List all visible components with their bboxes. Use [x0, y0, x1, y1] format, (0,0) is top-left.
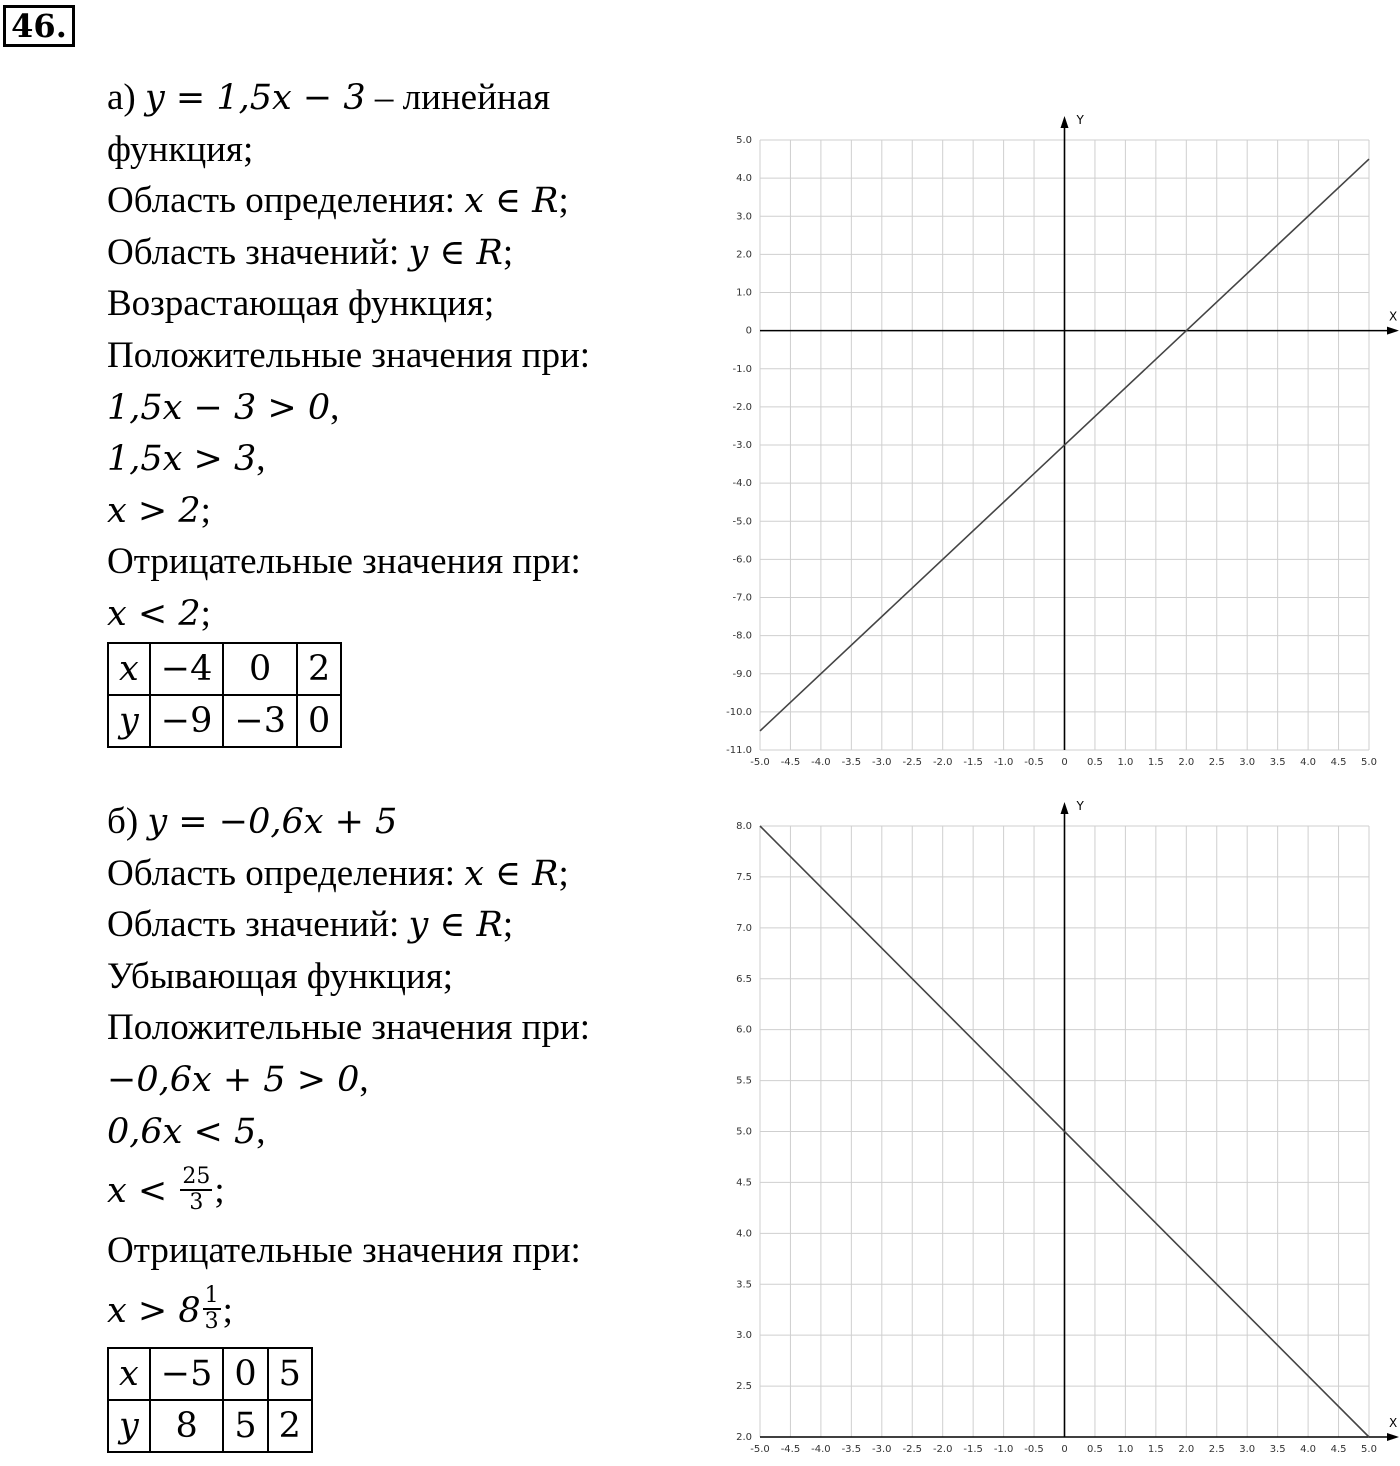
fraction-numerator: 1 — [204, 1283, 219, 1309]
fraction-numerator: 25 — [182, 1163, 211, 1189]
table-cell: 0 — [297, 695, 341, 747]
x-tick-label: -4.5 — [780, 757, 801, 768]
math-expression: 1,5x > 3 — [107, 439, 257, 480]
x-tick-label: 1.5 — [1147, 1444, 1164, 1455]
y-tick-label: 7.0 — [736, 922, 752, 934]
x-tick-label: -1.0 — [993, 757, 1014, 768]
math-expression: y = 1,5x − 3 — [145, 78, 366, 118]
text-run: Область определения: — [107, 180, 465, 222]
table-row — [108, 1400, 312, 1452]
math-expression: y ∈ R — [408, 905, 503, 946]
graph-part-b — [705, 796, 1400, 1466]
x-tick-label: -5.0 — [750, 1444, 770, 1455]
part-a-line — [107, 588, 707, 640]
x-tick-label: 0 — [1061, 1444, 1068, 1455]
table-cell: −9 — [150, 695, 224, 747]
table-header-cell: x — [108, 643, 150, 695]
y-tick-label: 3.0 — [736, 1330, 752, 1342]
part-a-line — [107, 485, 707, 537]
table-header-cell: y — [108, 695, 150, 747]
part-b-line — [107, 1157, 707, 1225]
math-expression: x ∈ R — [464, 181, 559, 222]
y-tick-label: -3.0 — [732, 440, 752, 451]
text-run: Область определения: — [107, 852, 465, 894]
x-tick-label: 4.5 — [1330, 757, 1347, 768]
y-axis-arrow — [1061, 116, 1069, 128]
x-tick-label: -1.0 — [993, 1444, 1014, 1455]
text-run: Отрицательные значения при: — [107, 1230, 581, 1272]
x-tick-label: -3.0 — [872, 1444, 892, 1455]
x-axis-arrow — [1387, 1433, 1399, 1441]
graph-b-svg — [705, 796, 1400, 1466]
table-cell: 5 — [268, 1348, 312, 1400]
part-b-line — [107, 899, 707, 951]
math-expression: x < 2 — [107, 593, 201, 634]
x-tick-label: 3.0 — [1239, 1444, 1256, 1455]
graph-part-a — [705, 108, 1400, 778]
x-tick-label: -0.5 — [1024, 1444, 1044, 1455]
text-run: , — [256, 1110, 266, 1152]
x-tick-label: 2.0 — [1178, 757, 1195, 768]
x-tick-label: 2.5 — [1208, 757, 1225, 768]
text-run: ; — [200, 489, 211, 531]
y-tick-label: -5.0 — [732, 516, 752, 528]
part-a-line — [107, 382, 707, 434]
y-tick-label: 4.5 — [736, 1177, 752, 1189]
x-tick-label: 3.5 — [1269, 1444, 1286, 1455]
part-a-solution — [107, 72, 707, 748]
y-axis-arrow — [1061, 802, 1069, 814]
x-tick-label: 3.5 — [1269, 757, 1286, 768]
x-axis-label: X — [1389, 1416, 1398, 1430]
text-run: ; — [200, 592, 211, 634]
part-a-line — [107, 175, 707, 227]
y-tick-label: 6.0 — [736, 1024, 752, 1036]
text-run: ; — [222, 1289, 233, 1331]
part-a-line — [107, 278, 707, 330]
y-tick-label: -7.0 — [732, 592, 752, 604]
x-tick-label: 1.5 — [1147, 757, 1164, 768]
table-cell: 8 — [150, 1400, 224, 1452]
y-tick-label: 4.0 — [736, 173, 752, 185]
table-header-cell: x — [108, 1348, 150, 1400]
part-b-line — [107, 1277, 707, 1345]
math-expression: x > 2 — [107, 490, 201, 531]
math-expression: 0,6x < 5 — [107, 1111, 257, 1152]
table-cell: 2 — [268, 1400, 312, 1452]
y-tick-label: -4.0 — [732, 478, 752, 490]
table-cell: 0 — [223, 1348, 267, 1400]
x-tick-label: -2.0 — [932, 757, 953, 768]
text-run: ; — [558, 180, 569, 222]
text-run: функция; — [107, 128, 254, 170]
y-tick-label: 2.0 — [736, 1432, 752, 1443]
table-cell: −4 — [150, 643, 224, 695]
y-tick-label: -1.0 — [732, 363, 752, 375]
math-expression: 1,5x − 3 > 0 — [107, 387, 331, 428]
x-tick-label: -4.5 — [780, 1444, 801, 1455]
y-tick-label: -9.0 — [732, 668, 752, 680]
fraction — [180, 1165, 212, 1215]
text-run: Отрицательные значения при: — [107, 541, 581, 583]
x-tick-label: 4.0 — [1300, 1444, 1317, 1455]
table-header-cell: y — [108, 1400, 150, 1452]
text-run: ; — [214, 1170, 225, 1212]
math-expression: y ∈ R — [408, 232, 503, 273]
x-tick-label: -3.5 — [841, 757, 862, 768]
x-tick-label: 5.0 — [1361, 757, 1377, 768]
y-tick-label: 7.5 — [736, 871, 752, 883]
graph-a-svg — [705, 108, 1400, 778]
y-tick-label: 5.0 — [736, 135, 752, 146]
table-cell: −5 — [150, 1348, 224, 1400]
y-tick-label: 6.5 — [736, 973, 752, 985]
x-tick-label: 0.5 — [1086, 1444, 1103, 1455]
text-run: Область значений: — [107, 904, 409, 946]
part-b-line — [107, 1002, 707, 1054]
text-run: Положительные значения при: — [107, 1007, 591, 1049]
y-tick-label: 2.0 — [736, 249, 752, 261]
text-run: Положительные значения при: — [107, 334, 591, 376]
math-expression: −0,6x + 5 > 0 — [107, 1059, 360, 1100]
y-tick-label: 4.0 — [736, 1228, 752, 1240]
text-run: Убывающая функция; — [107, 955, 454, 997]
x-tick-label: -5.0 — [750, 757, 770, 768]
y-tick-label: -11.0 — [726, 745, 752, 756]
x-tick-label: 3.0 — [1239, 757, 1256, 768]
part-a-value-table — [107, 642, 342, 748]
y-tick-label: -6.0 — [732, 554, 752, 566]
text-run: , — [330, 386, 340, 428]
x-tick-label: -1.5 — [963, 1444, 983, 1455]
y-axis-label: Y — [1076, 799, 1084, 813]
y-tick-label: 3.0 — [736, 211, 752, 223]
part-b-line — [107, 1054, 707, 1106]
table-cell: 0 — [223, 643, 297, 695]
text-run: ; — [558, 852, 569, 894]
part-a-line — [107, 227, 707, 279]
x-tick-label: -1.5 — [963, 757, 983, 768]
y-tick-label: -10.0 — [726, 706, 752, 718]
y-tick-label: 0 — [745, 325, 752, 337]
x-tick-label: -3.5 — [841, 1444, 862, 1455]
part-b-solution — [107, 796, 707, 1453]
y-tick-label: 5.0 — [736, 1126, 752, 1138]
x-tick-label: 1.0 — [1117, 757, 1134, 768]
text-run: , — [256, 438, 266, 480]
table-cell: −3 — [223, 695, 297, 747]
x-tick-label: 0 — [1061, 757, 1068, 768]
part-b-text — [107, 796, 707, 1345]
x-axis-label: X — [1389, 309, 1398, 324]
part-b-line — [107, 1106, 707, 1158]
math-expression: y = −0,6x + 5 — [147, 802, 398, 842]
y-tick-label: -2.0 — [732, 401, 752, 413]
x-tick-label: 2.5 — [1208, 1444, 1225, 1455]
x-tick-label: -4.0 — [811, 1444, 831, 1455]
text-run: – линейная — [365, 77, 551, 118]
y-tick-label: 2.5 — [736, 1381, 752, 1393]
fraction-denominator: 3 — [204, 1309, 219, 1335]
text-run: б) — [107, 801, 148, 842]
table-row — [108, 1348, 312, 1400]
table-row — [108, 643, 341, 695]
text-run: Возрастающая функция; — [107, 283, 495, 325]
y-tick-label: -8.0 — [732, 630, 752, 642]
text-run: а) — [107, 77, 145, 118]
part-a-line — [107, 536, 707, 588]
table-cell: 5 — [223, 1400, 267, 1452]
x-tick-label: -2.5 — [902, 757, 923, 768]
math-expression: x > 8 — [107, 1290, 201, 1331]
x-tick-label: 4.0 — [1300, 757, 1317, 768]
text-run: Область значений: — [107, 231, 409, 273]
x-tick-label: -4.0 — [811, 757, 831, 768]
x-tick-label: -2.5 — [902, 1444, 923, 1455]
table-cell: 2 — [297, 643, 341, 695]
part-a-line — [107, 72, 707, 124]
part-a-line — [107, 433, 707, 485]
x-tick-label: 4.5 — [1330, 1444, 1347, 1455]
part-b-line — [107, 951, 707, 1003]
part-b-line — [107, 796, 707, 848]
x-axis-arrow — [1387, 327, 1399, 335]
problem-number: 46. — [3, 5, 75, 47]
part-a-line — [107, 330, 707, 382]
x-tick-label: 5.0 — [1361, 1444, 1377, 1455]
math-expression: x ∈ R — [464, 853, 559, 894]
y-tick-label: 1.0 — [736, 287, 752, 299]
part-a-text — [107, 72, 707, 640]
x-tick-label: -3.0 — [872, 757, 892, 768]
text-run: , — [359, 1058, 369, 1100]
part-a-line — [107, 124, 707, 176]
math-expression: x < — [107, 1171, 179, 1212]
fraction — [203, 1284, 221, 1334]
part-b-value-table — [107, 1347, 313, 1453]
x-tick-label: 1.0 — [1117, 1444, 1134, 1455]
x-tick-label: 2.0 — [1178, 1444, 1195, 1455]
x-tick-label: -2.0 — [932, 1444, 953, 1455]
part-b-line — [107, 848, 707, 900]
y-tick-label: 3.5 — [736, 1279, 752, 1291]
x-tick-label: -0.5 — [1024, 757, 1044, 768]
x-tick-label: 0.5 — [1086, 757, 1103, 768]
part-b-line — [107, 1225, 707, 1277]
y-tick-label: 5.5 — [736, 1075, 752, 1087]
text-run: ; — [502, 904, 514, 946]
y-tick-label: 8.0 — [736, 821, 752, 832]
fraction-denominator: 3 — [189, 1189, 204, 1215]
text-run: ; — [502, 231, 514, 273]
table-row — [108, 695, 341, 747]
y-axis-label: Y — [1076, 113, 1084, 127]
